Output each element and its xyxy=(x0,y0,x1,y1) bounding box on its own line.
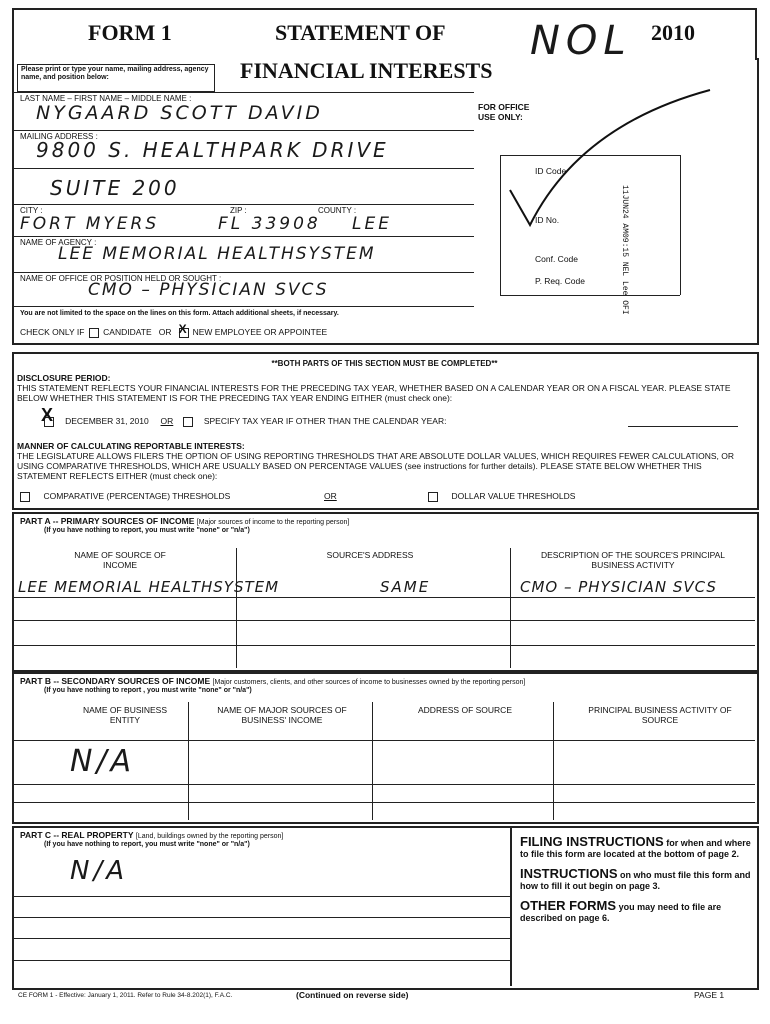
candidate-checkbox[interactable] xyxy=(89,328,99,338)
part-c-note: (If you have nothing to report, you must write "none" or "n/a") xyxy=(44,841,250,848)
filing-instructions-block xyxy=(520,836,752,924)
address-line1[interactable]: 9800 S. HEALTHPARK DRIVE xyxy=(36,138,389,162)
agency-value[interactable]: LEE MEMORIAL HEALTHSYSTEM xyxy=(58,244,376,264)
part-a-source-desc[interactable]: CMO – PHYSICIAN SVCS xyxy=(520,578,717,596)
form-year: 2010 xyxy=(651,20,695,45)
part-b-note: (If you have nothing to report , you must write "none" or "n/a") xyxy=(44,687,252,694)
or-label-threshold: OR xyxy=(324,491,337,501)
mailing-address-label: MAILING ADDRESS : xyxy=(20,132,98,141)
office-value[interactable]: CMO – PHYSICIAN SVCS xyxy=(88,280,329,300)
part-b-col-sources: NAME OF MAJOR SOURCES OF BUSINESS' INCOME xyxy=(217,705,347,725)
office-conf-code: Conf. Code xyxy=(535,254,578,264)
part-c-title: PART C -- REAL PROPERTY xyxy=(20,830,134,840)
footer-form-info: CE FORM 1 - Effective: January 1, 2011. Refer to Rule 34-8.202(1), F.A.C. xyxy=(18,992,233,999)
office-id-code: ID Code xyxy=(535,166,567,176)
handwritten-checkmark xyxy=(500,85,730,235)
name-label: LAST NAME – FIRST NAME – MIDDLE NAME : xyxy=(20,94,192,103)
december-label: DECEMBER 31, 2010 xyxy=(65,416,149,426)
part-a-source-name[interactable]: LEE MEMORIAL HEALTHSYSTEM xyxy=(18,578,280,596)
or-label-period: OR xyxy=(160,416,174,426)
disclosure-period-label: DISCLOSURE PERIOD: xyxy=(17,373,111,383)
part-b-value[interactable]: N/A xyxy=(70,744,136,779)
disclosure-section xyxy=(12,352,759,510)
threshold-options xyxy=(20,491,230,502)
county-value[interactable]: LEE xyxy=(352,214,392,234)
both-parts-notice: **BOTH PARTS OF THIS SECTION MUST BE COMPLETED** xyxy=(271,359,498,368)
office-label: NAME OF OFFICE OR POSITION HELD OR SOUGHT : xyxy=(20,274,222,283)
office-p-req-code: P. Req. Code xyxy=(535,276,585,286)
part-c-subtitle: [Land, buildings owned by the reporting person] xyxy=(135,833,284,840)
form-number: FORM 1 xyxy=(88,20,172,45)
not-limited-note: You are not limited to the space on the lines on this form. Attach additional sheets, if necessary. xyxy=(20,310,339,317)
filing-instructions-title: FILING INSTRUCTIONS xyxy=(520,834,664,849)
part-a-title: PART A -- PRIMARY SOURCES OF INCOME xyxy=(20,516,195,526)
comparative-checkbox[interactable] xyxy=(20,492,30,502)
filing-instructions-text: for when and where to file this form are located at the bottom of page 2. xyxy=(520,838,751,859)
part-b-col-address: ADDRESS OF SOURCE xyxy=(418,705,512,715)
city-value[interactable]: FORT MYERS xyxy=(20,214,160,234)
disclosure-period-text: THIS STATEMENT REFLECTS YOUR FINANCIAL INTERESTS FOR THE PRECEDING TAX YEAR, WHETHER BASED ON A CALENDAR YEAR OR ON A FISCAL YEAR. PLEASE STATE BELOW WHETHER THIS STATEMENT IS FOR THE PRECEDING TAX YEAR ENDING EITHER (must check one): xyxy=(17,383,731,403)
zip-value[interactable]: FL 33908 xyxy=(218,214,321,234)
part-a-heading xyxy=(20,516,349,527)
part-b-col-activity: PRINCIPAL BUSINESS ACTIVITY OF SOURCE xyxy=(588,705,732,725)
address-line2[interactable]: SUITE 200 xyxy=(50,176,180,200)
handwritten-mark: NOL xyxy=(530,18,632,64)
other-forms-instructions xyxy=(520,900,752,924)
candidate-label: CANDIDATE xyxy=(103,327,152,337)
other-year-checkbox[interactable] xyxy=(183,417,193,427)
form-title-line2: FINANCIAL INTERESTS xyxy=(240,58,493,83)
manner-text: THE LEGISLATURE ALLOWS FILERS THE OPTION OF USING REPORTING THRESHOLDS THAT ARE ABSOLUTE DOLLAR VALUES, WHICH REQUIRES FEWER CALCULATIONS, OR USING COMPARATIVE THRESHOLDS, WHICH ARE USUALLY BASED ON PERCENTAGE VALUES (see instructions for further details). PLEASE STATE BELOW WHETHER THIS STATEMENT REFLECTS EITHER (must check one): xyxy=(17,451,734,481)
instructions-title: INSTRUCTIONS xyxy=(520,866,618,881)
filing-instructions xyxy=(520,836,752,860)
footer-page: PAGE 1 xyxy=(694,990,725,1000)
comparative-label: COMPARATIVE (PERCENTAGE) THRESHOLDS xyxy=(43,491,231,501)
new-employee-label: NEW EMPLOYEE OR APPOINTEE xyxy=(192,327,328,337)
dollar-option xyxy=(428,491,575,502)
part-a-col-address: SOURCE'S ADDRESS xyxy=(326,550,414,560)
part-a-note: (If you have nothing to report, you must write "none" or "n/a") xyxy=(44,527,250,534)
part-c-value[interactable]: N/A xyxy=(70,856,128,886)
part-a-col-name: NAME OF SOURCE OF INCOME xyxy=(74,550,166,570)
manner-label: MANNER OF CALCULATING REPORTABLE INTERESTS: xyxy=(17,441,245,451)
dollar-checkbox[interactable] xyxy=(428,492,438,502)
new-employee-checkbox[interactable]: X xyxy=(178,321,187,336)
received-stamp: 11JUN24 AM09:15 NEL Lee OFI xyxy=(620,185,629,315)
part-a-subtitle: [Major sources of income to the reporting person] xyxy=(196,519,350,526)
part-a-col-desc: DESCRIPTION OF THE SOURCE'S PRINCIPAL BUSINESS ACTIVITY xyxy=(540,550,726,570)
form-title-line1: STATEMENT OF xyxy=(275,20,446,45)
office-id-no: ID No. xyxy=(535,215,560,225)
or-label: OR xyxy=(158,327,172,337)
part-b-title: PART B -- SECONDARY SOURCES OF INCOME xyxy=(20,676,211,686)
check-only-row xyxy=(20,321,328,338)
part-b-col-entity: NAME OF BUSINESS ENTITY xyxy=(82,705,168,725)
other-year-label: SPECIFY TAX YEAR IF OTHER THAN THE CALENDAR YEAR: xyxy=(203,416,447,426)
office-use-title: FOR OFFICE USE ONLY: xyxy=(478,102,530,122)
city-label: CITY : xyxy=(20,206,43,215)
check-only-label: CHECK ONLY IF xyxy=(20,327,85,337)
part-b-subtitle: [Major customers, clients, and other sources of income to businesses owned by the reporting person] xyxy=(212,679,526,686)
print-instruction: Please print or type your name, mailing address, agency name, and position below: xyxy=(21,66,209,81)
part-b-heading xyxy=(20,676,525,687)
december-checkbox[interactable]: X xyxy=(41,404,54,425)
county-label: COUNTY : xyxy=(318,206,357,215)
footer-continued: (Continued on reverse side) xyxy=(296,990,409,1000)
agency-label: NAME OF AGENCY : xyxy=(20,238,97,247)
dollar-label: DOLLAR VALUE THRESHOLDS xyxy=(451,491,576,501)
part-c-heading xyxy=(20,830,283,841)
instructions-text: on who must file this form and how to fill it out begin on page 3. xyxy=(520,870,751,891)
other-forms-title: OTHER FORMS xyxy=(520,898,617,913)
zip-label: ZIP : xyxy=(230,206,247,215)
who-must-file-instructions xyxy=(520,868,752,892)
other-forms-text: you may need to file are described on page 6. xyxy=(520,902,722,923)
part-a-source-address[interactable]: SAME xyxy=(380,578,431,596)
name-value[interactable]: NYGAARD SCOTT DAVID xyxy=(36,102,323,124)
tax-year-options xyxy=(41,404,447,427)
